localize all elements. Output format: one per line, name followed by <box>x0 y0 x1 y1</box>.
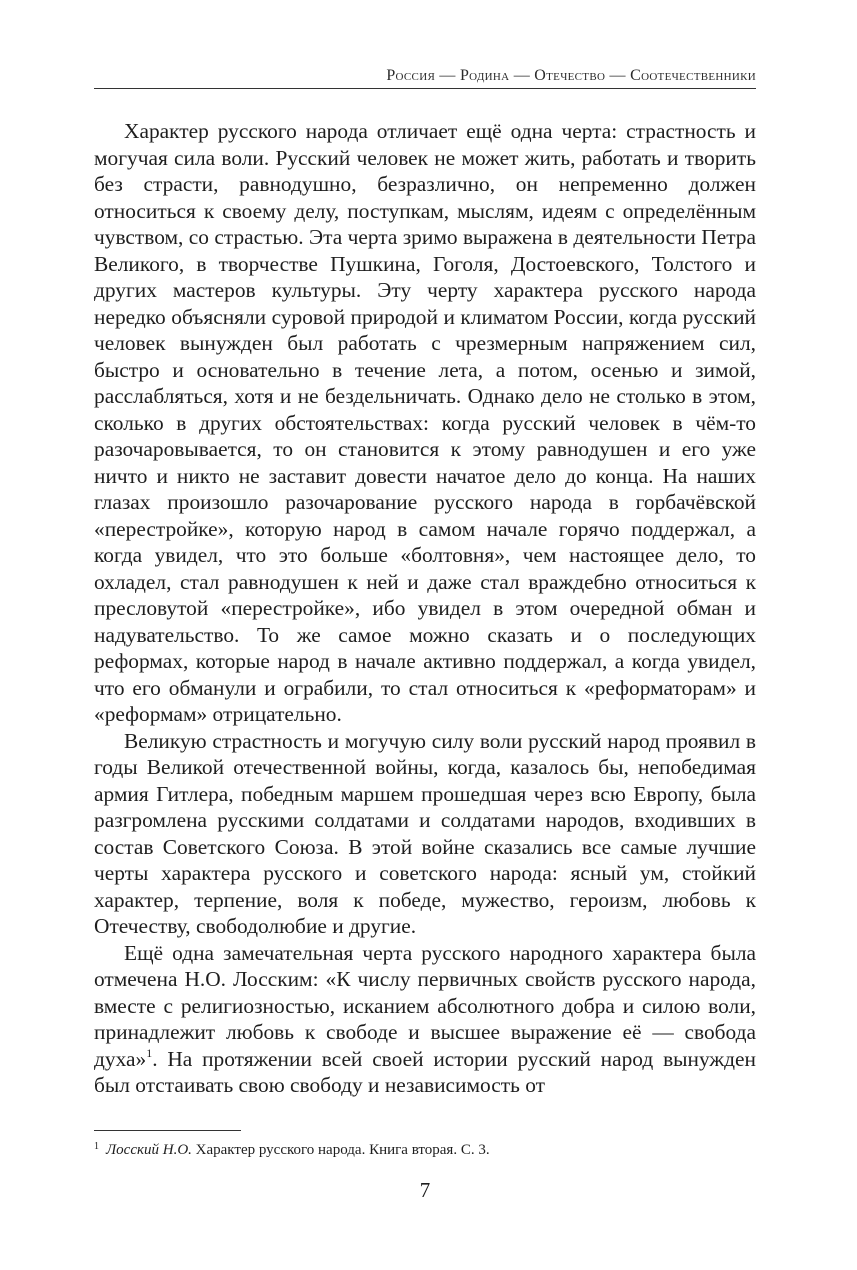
header-rule <box>94 88 756 89</box>
footnote-reference[interactable]: 1 <box>146 1045 153 1060</box>
footnote-text: Характер русского народа. Книга вторая. С. 3. <box>191 1142 490 1158</box>
page-number: 7 <box>419 1178 431 1202</box>
paragraph-3-text-start: Ещё одна замечательная черта русского народного характера была отмечена Н.О. Лосским: «К числу первичных свойств русского народа, вместе с религиозностью, исканием абсолютного добра и силою воли, принадлежит любовь к свободе и высшее выражение её — свобода духа» <box>94 940 756 1071</box>
paragraph-3 <box>94 940 756 1099</box>
footnote-marker: 1 <box>94 1141 99 1152</box>
footnote <box>94 1138 756 1159</box>
footnote-rule <box>94 1130 241 1131</box>
paragraph-2: Великую страстность и могучую силу воли русский народ проявил в годы Великой отечественной войны, когда, казалось бы, непобедимая армия Гитлера, победным маршем прошедшая через всю Европу, была разгромлена русскими солдатами и солдатами народов, входивших в состав Советского Союза. В этой войне сказались все самые лучшие черты характера русского и советского народа: ясный ум, стойкий характер, терпение, воля к победе, мужество, героизм, любовь к Отечеству, свободолюбие и другие. <box>94 728 756 938</box>
main-text <box>94 118 756 1099</box>
paragraph-1: Характер русского народа отличает ещё одна черта: страстность и могучая сила воли. Русский человек не может жить, работать и творить без страсти, равнодушно, безразлично, он непременно должен относиться к своему делу, поступкам, мыслям, идеям с определённым чувством, со страстью. Эта черта зримо выражена в деятельности Петра Великого, в творчестве Пушкина, Гоголя, Достоевского, Толстого и других мастеров культуры. Эту черту характера русского народа нередко объясняли суровой природой и климатом России, когда русский человек вынужден был работать с чрезмерным напряжением сил, быстро и основательно в течение лета, а потом, осенью и зимой, расслабляться, хотя и не бездельничать. Однако дело не столько в этом, сколько в других обстоятельствах: когда русский человек в чём-то разочаровывается, то он становится к этому равнодушен и его уже ничто и никто не заставит довести начатое дело до конца. На наших глазах произошло разочарование русского народа в горбачёвской «перестройке», которую народ в самом начале горячо поддержал, а когда увидел, что это больше «болтовня», чем настоящее дело, то охладел, стал равнодушен к ней и даже стал враждебно относиться к пресловутой «перестройке», ибо увидел в этом очередной обман и надувательство. То же самое можно сказать и о последующих реформах, которые народ в начале активно поддержал, а когда увидел, что его обманули и ограбили, то стал относиться к «реформаторам» и «реформам» отрицательно. <box>94 119 756 726</box>
paragraph-3-text-end: . На протяжении всей своей истории русский народ вынужден был отстаивать свою свободу и независимость от <box>94 1046 756 1097</box>
footnote-author: Лосский Н.О. <box>106 1142 192 1158</box>
running-head: Россия — Родина — Отечество — Соотечественники <box>386 67 756 84</box>
